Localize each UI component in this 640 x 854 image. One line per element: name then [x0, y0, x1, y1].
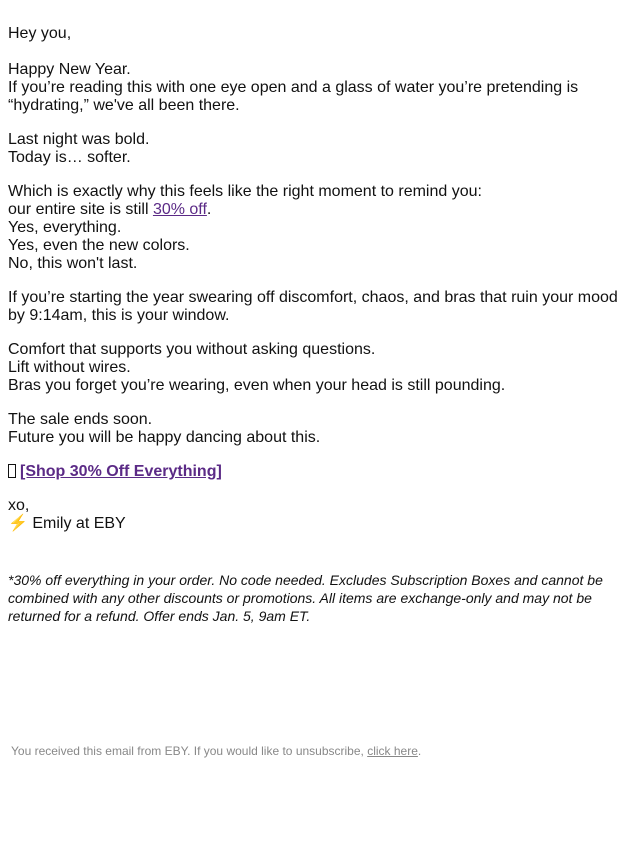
- comfort-line-1: Comfort that supports you without asking questions.: [8, 341, 376, 358]
- email-body: [8, 25, 618, 533]
- unsubscribe-footer: [11, 743, 631, 759]
- footer-prefix: You received this email from EBY. If you would like to unsubscribe,: [11, 744, 368, 758]
- comfort-paragraph: [8, 341, 618, 395]
- missing-glyph-icon: [8, 464, 16, 478]
- greeting: [8, 25, 618, 43]
- offer-disclaimer: *30% off everything in your order. No code needed. Excludes Subscription Boxes and cannot be combined with any other discounts or promotions. All items are exchange-only and may not be returned for a refund. Offer ends Jan. 5, 9am ET.: [8, 572, 603, 624]
- reminder-line-2: [8, 201, 618, 219]
- urgency-line-1: The sale ends soon.: [8, 411, 153, 428]
- reminder-line-3: Yes, everything.: [8, 219, 122, 236]
- comfort-line-3: Bras you forget you’re wearing, even when your head is still pounding.: [8, 377, 506, 394]
- urgency-paragraph: [8, 411, 618, 447]
- shop-sale-button[interactable]: [Shop 30% Off Everything]: [20, 463, 222, 480]
- reminder-prefix: our entire site is still: [8, 201, 153, 218]
- reminder-paragraph: [8, 183, 618, 273]
- window-paragraph: [8, 289, 618, 325]
- footer-suffix: .: [417, 744, 422, 758]
- comfort-line-2: Lift without wires.: [8, 359, 131, 376]
- intro-paragraph: [8, 61, 618, 115]
- cta-row: [8, 463, 618, 481]
- sale-link[interactable]: 30% off: [152, 201, 207, 218]
- urgency-line-2: Future you will be happy dancing about this.: [8, 429, 321, 446]
- reminder-line-4: Yes, even the new colors.: [8, 237, 190, 254]
- mood-line-2: Today is… softer.: [8, 149, 131, 166]
- reminder-suffix: .: [206, 201, 212, 218]
- mood-paragraph: [8, 131, 618, 167]
- reminder-line-5: No, this won't last.: [8, 255, 138, 272]
- unsubscribe-link[interactable]: click here: [367, 744, 418, 758]
- window-text: If you’re starting the year swearing off discomfort, chaos, and bras that ruin your mood by 9:14am, this is your window.: [8, 289, 618, 324]
- signoff: [8, 497, 618, 533]
- signoff-line-1: xo,: [8, 497, 30, 514]
- signoff-line-2: ⚡ Emily at EBY: [8, 515, 126, 532]
- intro-line-2: If you’re reading this with one eye open and a glass of water you’re pretending is “hydrating,” we've all been there.: [8, 79, 579, 114]
- mood-line-1: Last night was bold.: [8, 131, 150, 148]
- intro-line-1: Happy New Year.: [8, 61, 131, 78]
- greeting-text: Hey you,: [8, 25, 72, 42]
- reminder-line-1: Which is exactly why this feels like the right moment to remind you:: [8, 183, 482, 200]
